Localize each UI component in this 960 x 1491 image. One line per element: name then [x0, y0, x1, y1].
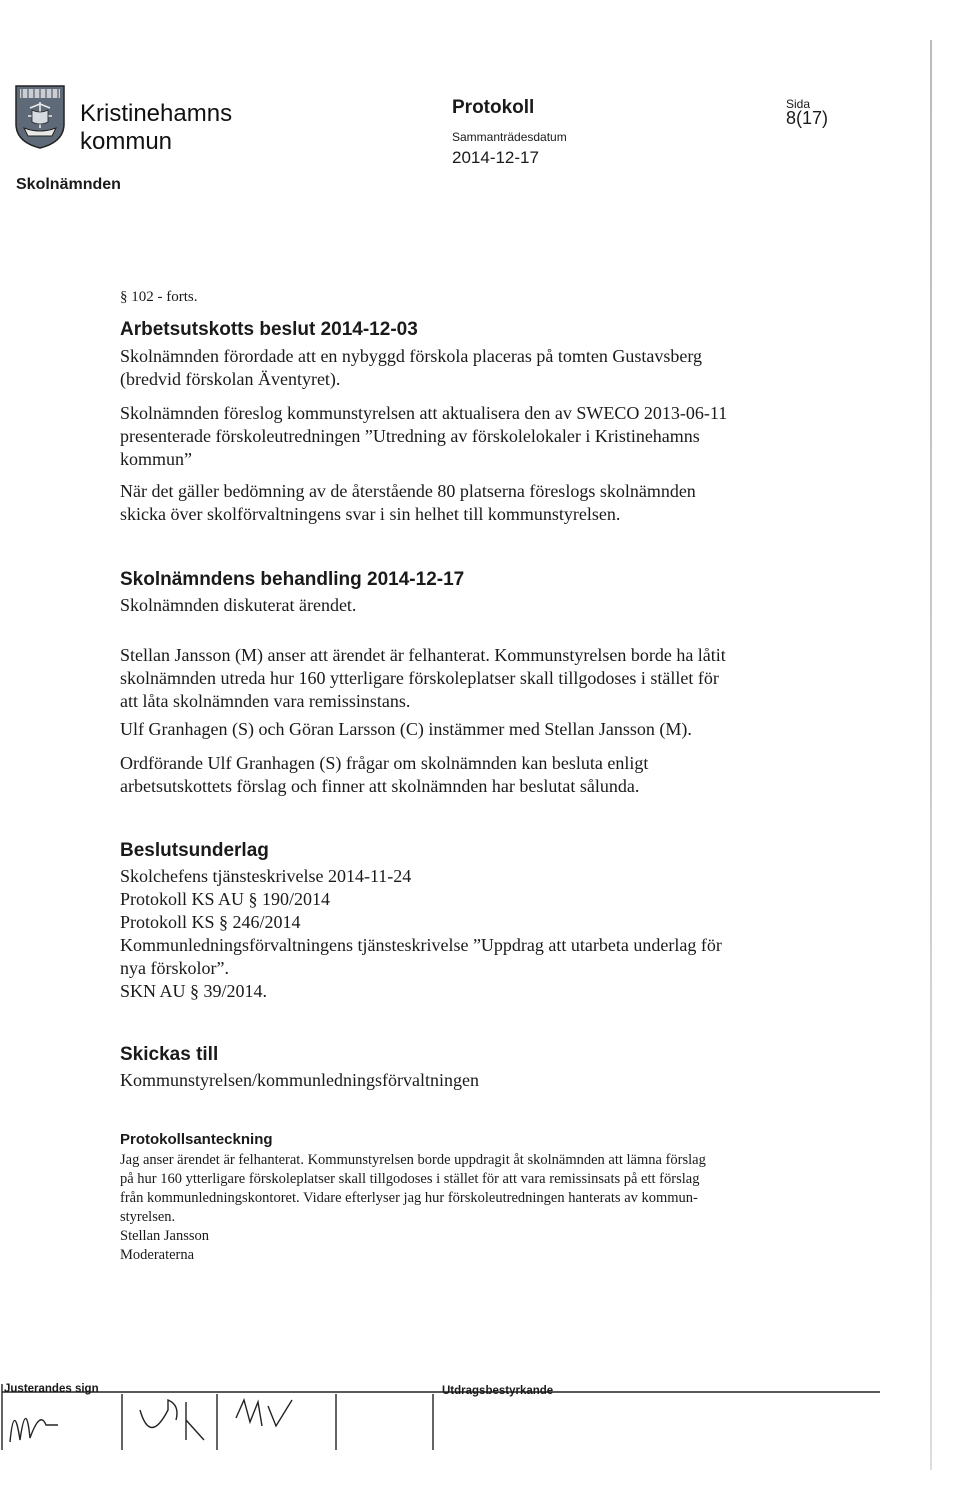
- behandling-line-1: Skolnämnden diskuterat ärendet.: [120, 595, 357, 615]
- text-line: Skolnämnden förordade att en nybyggd förskola placeras på tomten Gustavsberg: [120, 346, 703, 366]
- heading-behandling: Skolnämndens behandling 2014-12-17: [120, 569, 465, 590]
- text-line: att låta skolnämnden vara remissinstans.: [120, 691, 411, 711]
- heading-arbetsutskott: Arbetsutskotts beslut 2014-12-03: [120, 319, 418, 340]
- municipality-coat-of-arms-logo: [14, 84, 66, 150]
- text-line: arbetsutskottets förslag och finner att skolnämnden har beslutat sålunda.: [120, 776, 640, 796]
- page-label: Sida: [786, 97, 811, 111]
- page-number: 8(17): [786, 108, 829, 128]
- text-line: skicka över skolförvaltningens svar i sin helhet till kommunstyrelsen.: [120, 504, 621, 524]
- protokollsanteckning-text: [120, 1151, 800, 1265]
- scan-edge-line: [930, 40, 932, 1470]
- heading-beslutsunderlag: Beslutsunderlag: [120, 840, 269, 861]
- list-item: SKN AU § 39/2014.: [120, 981, 268, 1001]
- organization-name: [80, 100, 232, 156]
- section-reference: § 102 - forts.: [120, 289, 198, 305]
- behandling-paragraph-2: [120, 644, 800, 713]
- text-line: Jag anser ärendet är felhanterat. Kommunstyrelsen borde uppdragit åt skolnämnden att lämna förslag: [120, 1152, 706, 1168]
- text-line: Skolnämnden föreslog kommunstyrelsen att aktualisera den av SWECO 2013-06-11: [120, 403, 728, 423]
- heading-protokollsanteckning: Protokollsanteckning: [120, 1131, 273, 1148]
- meeting-date: 2014-12-17: [452, 148, 539, 167]
- text-line: presenterade förskoleutredningen ”Utredning av förskolelokaler i Kristinehamns: [120, 426, 700, 446]
- text-line: När det gäller bedömning av de återstående 80 platserna föreslogs skolnämnden: [120, 481, 696, 501]
- org-name-line1: Kristinehamns: [80, 100, 233, 127]
- list-item: Kommunledningsförvaltningens tjänsteskrivelse ”Uppdrag att utarbeta underlag för: [120, 935, 722, 955]
- arbetsutskott-paragraph-1: [120, 345, 800, 391]
- text-line: på hur 160 ytterligare förskoleplatser skall tillgodoses i stället för att vara remissinsats på ett förslag: [120, 1171, 700, 1187]
- meeting-date-label: Sammanträdesdatum: [452, 130, 567, 144]
- text-line: kommun”: [120, 449, 192, 469]
- list-item: Protokoll KS § 246/2014: [120, 912, 301, 932]
- handwritten-signature-2: [140, 1400, 204, 1440]
- list-item: nya förskolor”.: [120, 958, 229, 978]
- org-name-line2: kommun: [80, 128, 173, 155]
- text-line: skolnämnden utreda hur 160 ytterligare förskoleplatser skall tillgodoses i stället för: [120, 668, 719, 688]
- text-line: Stellan Jansson (M) anser att ärendet är felhanterat. Kommunstyrelsen borde ha låtit: [120, 645, 726, 665]
- list-item: Protokoll KS AU § 190/2014: [120, 889, 331, 909]
- text-line: styrelsen.: [120, 1209, 176, 1225]
- document-type: Protokoll: [452, 97, 535, 118]
- arbetsutskott-paragraph-3: [120, 480, 800, 526]
- recipient: Kommunstyrelsen/kommunledningsförvaltningen: [120, 1070, 479, 1090]
- behandling-paragraph-3: Ulf Granhagen (S) och Göran Larsson (C) instämmer med Stellan Jansson (M).: [120, 719, 692, 739]
- text-line: från kommunledningskontoret. Vidare efterlyser jag hur förskoleutredningen hanterats av kommun-: [120, 1190, 698, 1206]
- signatory-name: Stellan Jansson: [120, 1228, 210, 1244]
- list-item: Skolchefens tjänsteskrivelse 2014-11-24: [120, 866, 412, 886]
- justerandes-sign-label: Justerandes sign: [4, 1383, 99, 1395]
- handwritten-signature-3: [236, 1400, 292, 1426]
- signatory-party: Moderaterna: [120, 1247, 195, 1263]
- department-name: Skolnämnden: [16, 176, 121, 193]
- behandling-paragraph-4: [120, 752, 800, 798]
- utdragsbestyrkande-label: Utdragsbestyrkande: [442, 1385, 554, 1397]
- heading-skickas-till: Skickas till: [120, 1044, 219, 1065]
- beslutsunderlag-list: [120, 865, 800, 1003]
- text-line: Ordförande Ulf Granhagen (S) frågar om skolnämnden kan besluta enligt: [120, 753, 649, 773]
- handwritten-signature-1: [10, 1418, 58, 1442]
- text-line: (bredvid förskolan Äventyret).: [120, 369, 341, 389]
- arbetsutskott-paragraph-2: [120, 402, 800, 471]
